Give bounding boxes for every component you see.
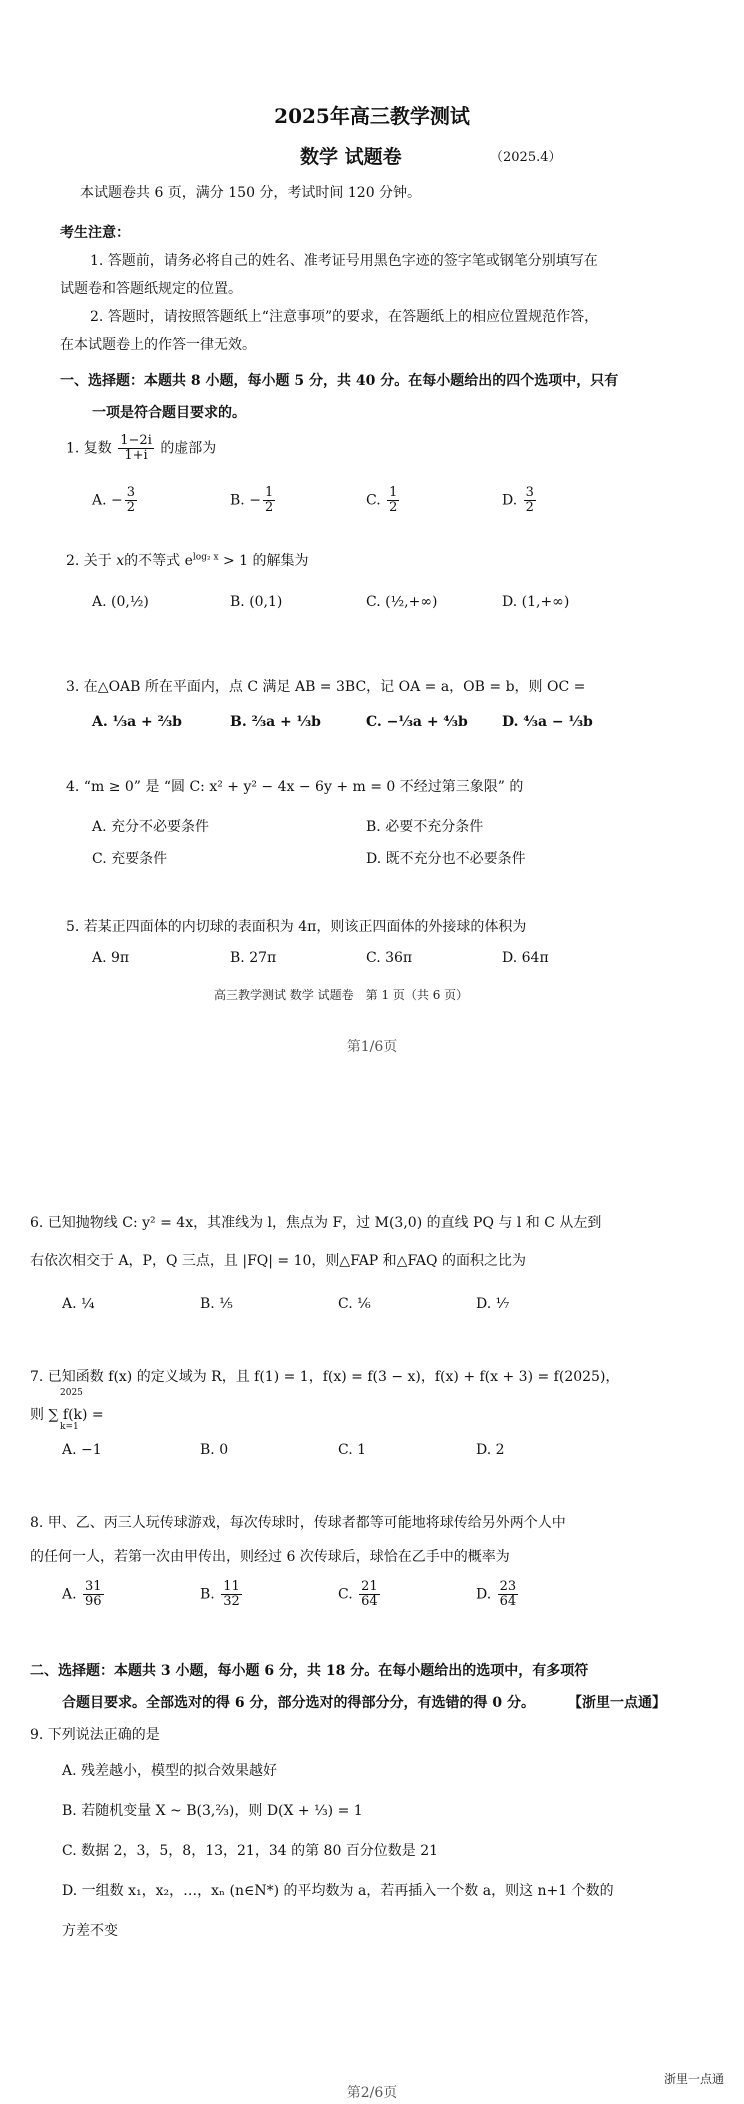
exam-page-2	[0, 1180, 744, 2104]
q6-option-d: D. ⅐	[476, 1296, 510, 1312]
notice-item2-line2: 在本试题卷上的作答一律无效。	[60, 337, 256, 353]
q1-frac-den: 1+i	[124, 448, 148, 463]
q4-option-d: D. 既不充分也不必要条件	[366, 851, 526, 867]
q2-mid: 的不等式 e	[124, 553, 193, 569]
exam-intro: 本试题卷共 6 页，满分 150 分，考试时间 120 分钟。	[80, 185, 422, 201]
notice-item1-line1: 1. 答题前，请务必将自己的姓名、准考证号用黑色字迹的签字笔或钢笔分别填写在	[90, 253, 598, 269]
section2-tag: 【浙里一点通】	[568, 1695, 666, 1711]
q1-b-label: B.	[230, 492, 245, 509]
q2-option-d: D. (1,+∞)	[502, 594, 570, 610]
q1-b-den: 2	[264, 500, 274, 515]
question-7-line1: 7. 已知函数 f(x) 的定义域为 R，且 f(1) = 1，f(x) = f(3 − x)，f(x) + f(x + 3) = f(2025)，	[30, 1369, 620, 1385]
q8-b-label: B.	[200, 1586, 215, 1603]
q4-option-c: C. 充要条件	[92, 851, 168, 867]
q2-option-a: A. (0,½)	[92, 594, 149, 610]
q2-prefix: 2. 关于	[66, 553, 112, 569]
notice-item2-line1: 2. 答题时，请按照答题纸上“注意事项”的要求，在答题纸上的相应位置规范作答，	[90, 309, 599, 325]
section2-line1: 二、选择题：本题共 3 小题，每小题 6 分，共 18 分。在每小题给出的选项中，有多项符	[30, 1663, 589, 1679]
q1-d-frac	[524, 486, 536, 515]
question-1	[66, 434, 216, 463]
q9-option-a: A. 残差越小，模型的拟合效果越好	[62, 1763, 278, 1779]
q9-option-d-line1: D. 一组数 x₁，x₂，…，xₙ (n∈N*) 的平均数为 a，若再插入一个数 a，则这 n+1 个数的	[62, 1883, 614, 1899]
question-8-line2: 的任何一人，若第一次由甲传出，则经过 6 次传球后，球恰在乙手中的概率为	[30, 1549, 510, 1565]
q3-option-d: D. ⁴⁄₃a − ⅓b	[502, 714, 593, 730]
q5-option-c: C. 36π	[366, 950, 413, 966]
question-9: 9. 下列说法正确的是	[30, 1727, 160, 1743]
q2-suffix: > 1 的解集为	[218, 553, 309, 569]
q8-option-c	[338, 1580, 382, 1609]
q7-option-a: A. −1	[62, 1442, 102, 1458]
q8-a-frac	[83, 1580, 104, 1609]
q8-c-frac	[359, 1580, 380, 1609]
q8-a-num: 31	[85, 1579, 102, 1594]
q1-fraction	[118, 434, 154, 463]
q7-sum-top: 2025	[60, 1388, 83, 1398]
page-number-2: 第2/6页	[346, 2085, 398, 2101]
page-gap	[0, 1020, 744, 1180]
q1-c-den: 2	[389, 500, 398, 515]
q3-option-a: A. ⅓a + ⅔b	[92, 714, 182, 730]
q8-a-den: 96	[85, 1594, 102, 1609]
q1-b-frac	[263, 486, 275, 515]
watermark-label: 浙里一点通	[664, 2072, 725, 2086]
q1-option-b	[230, 486, 277, 515]
q1-b-num: 1	[264, 485, 274, 500]
q1-d-den: 2	[525, 500, 534, 515]
section1-line2: 一项是符合题目要求的。	[92, 405, 246, 421]
question-7-line2: 则 ∑ f(k) =	[30, 1407, 104, 1423]
q2-option-c: C. (½,+∞)	[366, 594, 438, 610]
q9-option-d-line2: 方差不变	[62, 1923, 118, 1939]
q8-c-den: 64	[361, 1594, 378, 1609]
q8-d-label: D.	[476, 1586, 492, 1603]
q1-c-num: 1	[389, 485, 398, 500]
question-4: 4. “m ≥ 0” 是 “圆 C: x² + y² − 4x − 6y + m = 0 不经过第三象限” 的	[66, 779, 524, 795]
page-footer-1: 高三教学测试 数学 试题卷 第 1 页（共 6 页）	[214, 988, 469, 1002]
question-6-line1: 6. 已知抛物线 C: y² = 4x，其准线为 l，焦点为 F，过 M(3,0) 的直线 PQ 与 l 和 C 从左到	[30, 1215, 602, 1231]
q8-d-num: 23	[499, 1579, 517, 1594]
exam-date: （2025.4）	[490, 150, 562, 165]
q1-d-label: D.	[502, 492, 518, 509]
q1-frac-num: 1−2i	[120, 433, 152, 448]
q8-option-d	[476, 1580, 520, 1609]
q1-c-label: C.	[366, 492, 381, 509]
q1-a-den: 2	[126, 500, 136, 515]
q1-c-frac	[387, 486, 399, 515]
q6-option-a: A. ¼	[62, 1296, 95, 1312]
q1-suffix: 的虚部为	[160, 440, 217, 457]
q1-option-c	[366, 486, 401, 515]
q1-prefix: 1. 复数	[66, 440, 112, 457]
q8-c-label: C.	[338, 1586, 353, 1603]
q1-a-num: 3	[126, 485, 136, 500]
q8-option-a	[62, 1580, 106, 1609]
q7-option-d: D. 2	[476, 1442, 505, 1458]
q8-d-frac	[498, 1580, 519, 1609]
q7-sum-bottom: k=1	[60, 1422, 79, 1432]
q6-option-b: B. ⅕	[200, 1296, 233, 1312]
page-number-1: 第1/6页	[346, 1039, 398, 1055]
q9-option-b: B. 若随机变量 X ~ B(3,⅔)，则 D(X + ⅓) = 1	[62, 1803, 363, 1819]
q8-c-num: 21	[361, 1579, 378, 1594]
question-3: 3. 在△OAB 所在平面内，点 C 满足 AB = 3BC，记 OA = a，OB = b，则 OC =	[66, 679, 586, 695]
notice-item1-line2: 试题卷和答题纸规定的位置。	[60, 281, 242, 297]
q3-option-c: C. −⅓a + ⁴⁄₃b	[366, 714, 468, 730]
q7-option-b: B. 0	[200, 1442, 229, 1458]
q4-option-a: A. 充分不必要条件	[92, 819, 210, 835]
q5-option-a: A. 9π	[92, 950, 130, 966]
q3-option-b: B. ⅔a + ⅓b	[230, 714, 321, 730]
exam-subtitle: 数学 试题卷	[300, 146, 402, 168]
section1-line1: 一、选择题：本题共 8 小题，每小题 5 分，共 40 分。在每小题给出的四个选项中，只有	[60, 373, 619, 389]
q8-b-num: 11	[223, 1579, 240, 1594]
exam-page-1	[0, 0, 744, 1020]
q4-option-b: B. 必要不充分条件	[366, 819, 484, 835]
q7-option-c: C. 1	[338, 1442, 367, 1458]
question-2	[66, 550, 309, 570]
q8-d-den: 64	[499, 1594, 517, 1609]
q8-b-frac	[221, 1580, 242, 1609]
q8-option-b	[200, 1580, 244, 1609]
q8-b-den: 32	[223, 1594, 240, 1609]
q1-option-a	[92, 486, 139, 515]
section2-line2: 合题目要求。全部选对的得 6 分，部分选对的得部分分，有选错的得 0 分。	[62, 1695, 535, 1711]
q1-b-sign: −	[249, 492, 261, 509]
q6-option-c: C. ⅙	[338, 1296, 371, 1312]
question-6-line2: 右依次相交于 A，P，Q 三点，且 |FQ| = 10，则△FAP 和△FAQ 的面积之比为	[30, 1253, 526, 1269]
notice-heading: 考生注意：	[60, 225, 130, 241]
q1-a-frac	[125, 486, 137, 515]
q8-a-label: A.	[62, 1586, 77, 1603]
q1-option-d	[502, 486, 538, 515]
q1-d-num: 3	[525, 485, 534, 500]
question-8-line1: 8. 甲、乙、丙三人玩传球游戏，每次传球时，传球者都等可能地将球传给另外两个人中	[30, 1515, 566, 1531]
q2-sup: log₂ x	[192, 552, 219, 563]
q5-option-b: B. 27π	[230, 950, 277, 966]
q1-a-label: A.	[92, 492, 107, 509]
q2-var: x	[116, 553, 125, 569]
q2-option-b: B. (0,1)	[230, 594, 283, 610]
question-5: 5. 若某正四面体的内切球的表面积为 4π，则该正四面体的外接球的体积为	[66, 919, 527, 935]
q5-option-d: D. 64π	[502, 950, 549, 966]
q1-a-sign: −	[111, 492, 123, 509]
q9-option-c: C. 数据 2，3，5，8，13，21，34 的第 80 百分位数是 21	[62, 1843, 439, 1859]
exam-title: 2025年高三教学测试	[274, 104, 470, 128]
